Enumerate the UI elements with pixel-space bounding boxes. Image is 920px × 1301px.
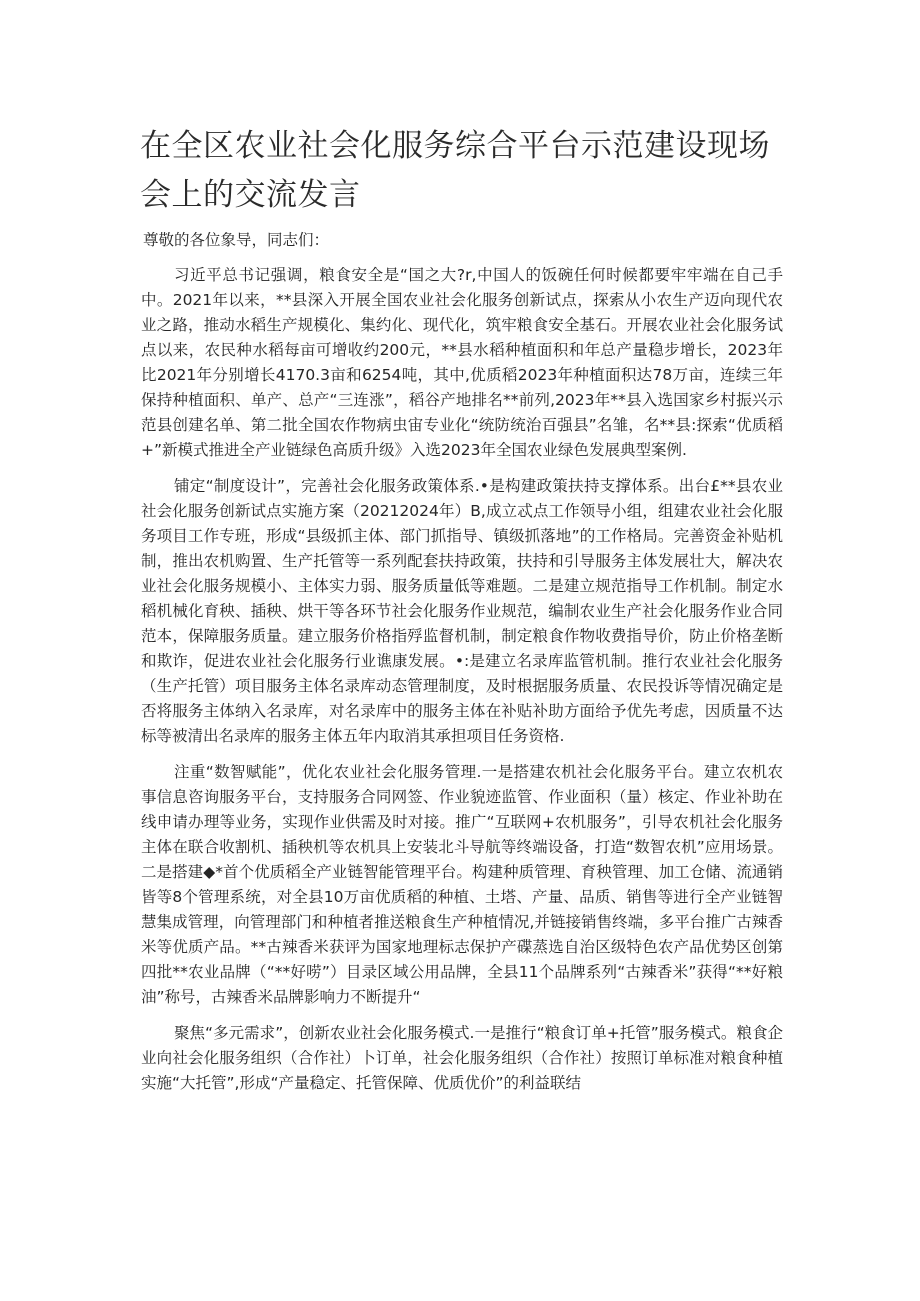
document-body <box>141 228 783 1107</box>
paragraph-policy-system: 铺定“制度设计”，完善社会化服务政策体系.•是构建政策扶持支撑体系。出台£**县农业社会化服务创新试点实施方案（20212024年）B,成立忒点工作领导小组，组建农业社会化服务项目工作专班，形成“县级抓主体、部门抓指导、镇级抓落地”的工作格局。完善资金补贴机制，推出农机购置、生产托管等一系列配套扶持政策，扶持和引导服务主体发展壮大，解决农业社会化服务规模小、主体实力弱、服务质量低等难题。二是建立规范指导工作机制。制定水稻机械化育秧、插秧、烘干等各环节社会化服务作业规范，编制农业生产社会化服务作业合同范本，保障服务质量。建立服务价格指殍监督机制，制定粮食作物收费指导价，防止价格垄断和欺诈，促进农业社会化服务行业谯康发展。•:是建立名录库监管机制。推行农业社会化服务（生产托管）项目服务主体名录库动态管理制度，及时根据服务质量、农民投诉等情况确定是否将服务主体纳入名录库，对名录库中的服务主体在补贴补助方面给予优先考虑，因质量不达标等被清出名录库的服务主体五年内取消其承担项目任务资格. <box>141 477 783 745</box>
paragraph-intro: 习近平总书记强调，粮食安全是“国之大?r,中国人的饭碗任何时候都要牢牢端在自己手中。2021年以来，**县深入开展全国农业社会化服务创新试点，探索从小农生产迈向现代农业之路，推动水稻生产规模化、集约化、现代化，筑牢粮食安全基石。开展农业社会化服务试点以来，农民种水稻每亩可增收约200元，**县水稻种植面积和年总产量稳步增长，2023年比2021年分别增长4170.3亩和6254吨，其中,优质稻2023年种植面积达78万亩，连续三年保持种植面积、单产、总产“三连涨”，稻谷产地排名**前列,2023年**县入选国家乡村振兴示范县创建名单、第二批全国农作物病虫宙专业化“统防统治百强县”名雏，名**县:探索“优质稻+”新模式推进全产业链绿色高质升级》入选2023年全国农业绿色发展典型案例. <box>141 266 783 459</box>
salutation: 尊敬的各位象导，同志们： <box>143 231 330 249</box>
document-title: 在全区农业社会化服务综合平台示范建设现场会上的交流发言 <box>140 128 770 213</box>
paragraph-digital-empowerment: 注重“数智赋能”，优化农业社会化服务管理.一是搭建农机社会化服务平台。建立农机农事信息咨询服务平台，支持服务合同网签、作业貌迹监管、作业面积（量）核定、作业补助在线申请办理等业务，实现作业供需及时对接。推广“互联网+农机服务”，引导农机社会化服务主体在联合收割机、插秧机等农机具上安装北斗导航等终端设备，打造“数智农机”应用场景。二是搭建◆*首个优质稻全产业链智能管理平台。构建种质管理、育秧管理、加工仓储、流通销皆等8个管理系统，对全县10万亩优质稻的种植、土塔、产量、品质、销售等进行全产业链智慧集成管理，向管理部门和种植者推送粮食生产种植情况,并链接销售终端，多平台推广古辣香米等优质产品。**古辣香米获评为国家地理标志保护产碟蒸选自治区级特色农产品优势区创第四批**农业品牌（“**好唠”）目录区域公用品牌，全县11个品牌系列“古辣香米”获得“**好粮油”称号，古辣香米品牌影响力不断提升“ <box>141 763 783 1006</box>
paragraph-diverse-demand: 聚焦“多元需求”，创新农业社会化服务模式.一是推行“粮食订单+托管”服务模式。粮食企业向社会化服务组织（合作社）卜订单，社会化服务组织（合作社）按照订单标准对粮食种植实施“大托管”,形成“产量稳定、托管保障、优质优价”的利益联结 <box>141 1024 783 1092</box>
